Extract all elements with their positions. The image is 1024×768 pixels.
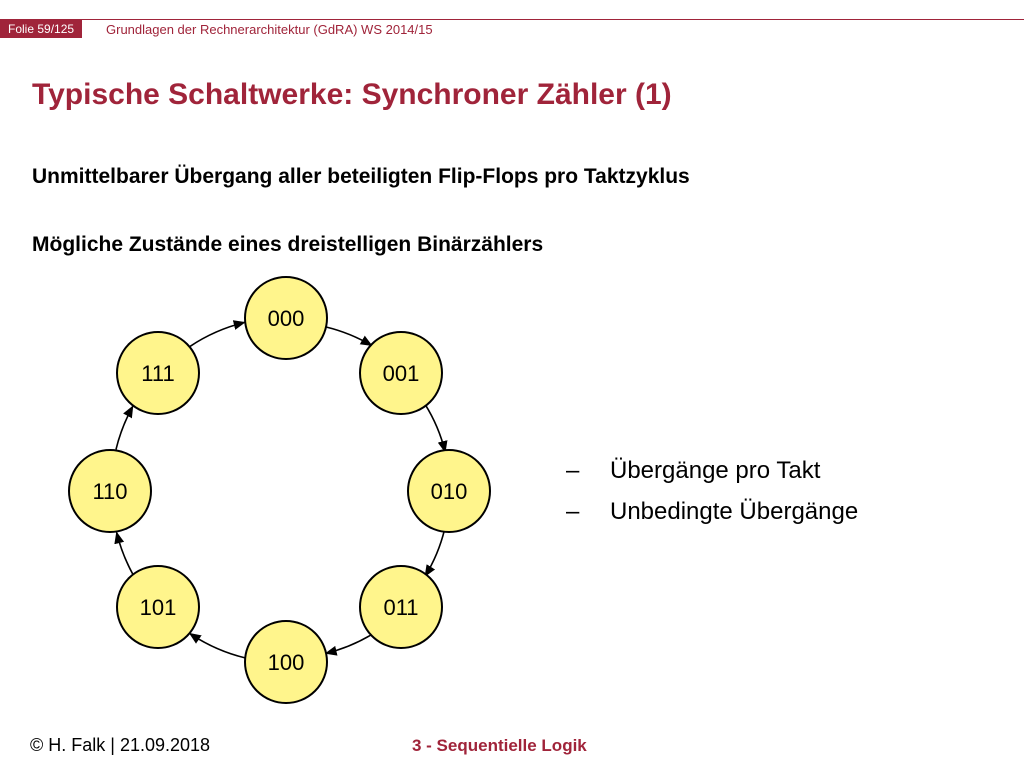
state-nodes <box>69 277 490 703</box>
transition-arrow-001-to-010 <box>425 404 445 452</box>
bullet-list <box>566 454 858 536</box>
transition-arrow-011-to-100 <box>326 634 372 653</box>
state-node-000 <box>245 277 327 359</box>
footer-author: © H. Falk | 21.09.2018 <box>30 735 211 755</box>
state-label: 001 <box>382 361 420 386</box>
bullet-text: Übergänge pro Takt <box>610 457 821 484</box>
state-label: 110 <box>92 479 128 504</box>
state-label: 010 <box>430 479 468 504</box>
slide-title: Typische Schaltwerke: Synchroner Zähler (1) <box>32 78 672 111</box>
state-label: 100 <box>267 650 305 675</box>
state-node-101 <box>117 566 199 648</box>
slide-number-badge: Folie 59/125 <box>0 20 82 38</box>
state-node-010 <box>408 450 490 532</box>
course-title: Grundlagen der Rechnerarchitektur (GdRA) WS 2014/15 <box>106 22 433 37</box>
state-label: 101 <box>139 595 177 620</box>
state-node-011 <box>360 566 442 648</box>
transition-arrow-100-to-101 <box>190 633 245 658</box>
state-node-001 <box>360 332 442 414</box>
bullet-text: Unbedingte Übergänge <box>610 498 859 525</box>
state-label: 011 <box>383 595 419 620</box>
transition-arrow-000-to-001 <box>326 327 372 346</box>
transition-arrow-111-to-000 <box>190 322 245 346</box>
transition-arrow-110-to-111 <box>116 406 133 449</box>
bullet-item: – Unbedingte Übergänge <box>566 498 859 525</box>
state-node-111 <box>117 332 199 414</box>
subtitle-transition: Unmittelbarer Übergang aller beteiligten Flip-Flops pro Taktzyklus <box>32 165 690 188</box>
footer-chapter: 3 - Sequentielle Logik <box>412 736 587 755</box>
subtitle-states: Mögliche Zustände eines dreistelligen Binärzählers <box>32 233 544 256</box>
transition-arrow-010-to-011 <box>425 530 444 576</box>
transition-arrow-101-to-110 <box>117 532 133 574</box>
state-label: 111 <box>141 361 175 386</box>
state-node-100 <box>245 621 327 703</box>
state-node-110 <box>69 450 151 532</box>
bullet-item: – Übergänge pro Takt <box>566 457 821 484</box>
state-label: 000 <box>267 306 305 331</box>
